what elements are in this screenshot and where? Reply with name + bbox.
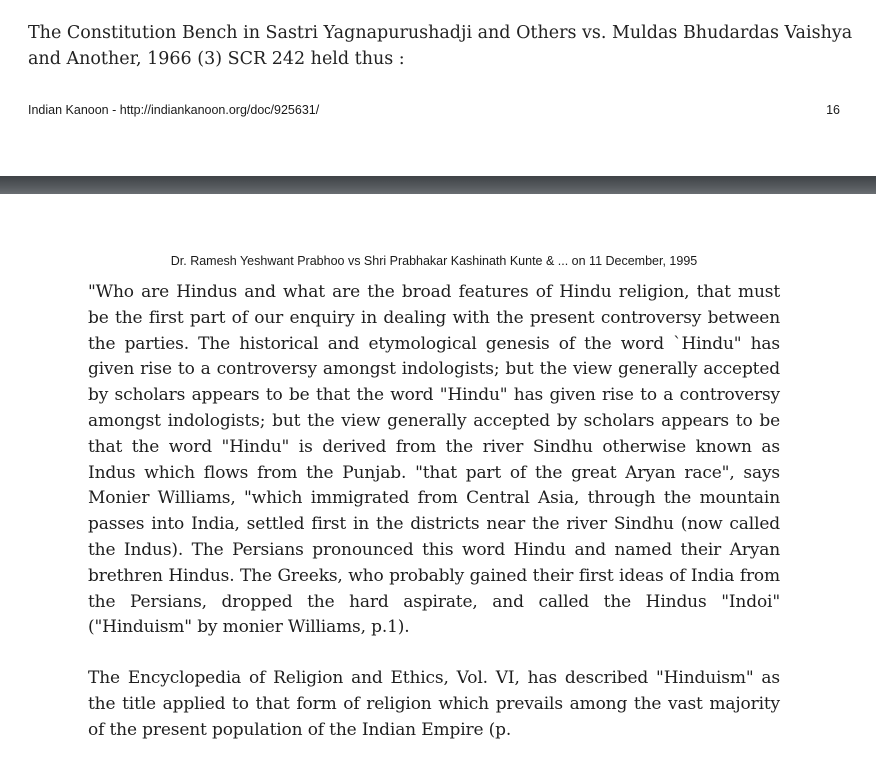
paragraph[interactable]: The Encyclopedia of Religion and Ethics, Vol. VI, has described "Hinduism" as the title applied to that form of religion which prevails among the vast majority of the present population of the Indian Empire (p.	[88, 668, 780, 740]
previous-page	[0, 0, 876, 176]
previous-page-text	[28, 20, 858, 72]
current-page	[0, 194, 876, 740]
page-running-header: Dr. Ramesh Yeshwant Prabhoo vs Shri Prabhakar Kashinath Kunte & ... on 11 December, 1995	[170, 254, 698, 268]
page-footer-source: Indian Kanoon - http://indiankanoon.org/doc/925631/	[28, 103, 320, 117]
page-number: 16	[826, 103, 840, 117]
page-body-text	[88, 280, 780, 769]
page-separator	[0, 176, 876, 194]
paragraph[interactable]: The Constitution Bench in Sastri Yagnapurushadji and Others vs. Muldas Bhudardas Vaishya and Another, 1966 (3) SCR 242 held thus :	[28, 23, 853, 69]
paragraph[interactable]: "Who are Hindus and what are the broad features of Hindu religion, that must be the first part of our enquiry in dealing with the present controversy between the parties. The historical and etymological genesis of the word `Hindu" has given rise to a controversy amongst indologists; but the view generally accepted by scholars appears to be that the word "Hindu" has given rise to a controversy amongst indologists; but the view generally accepted by scholars appears to be that the word "Hindu" is derived from the river Sindhu otherwise known as Indus which flows from the Punjab. "that part of the great Aryan race", says Monier Williams, "which immigrated from Central Asia, through the mountain passes into India, settled first in the districts near the river Sindhu (now called the Indus). The Persians pronounced this word Hindu and named their Aryan brethren Hindus. The Greeks, who probably gained their first ideas of India from the Persians, dropped the hard aspirate, and called the Hindus "Indoi" ("Hinduism" by monier Williams, p.1).	[88, 282, 780, 638]
